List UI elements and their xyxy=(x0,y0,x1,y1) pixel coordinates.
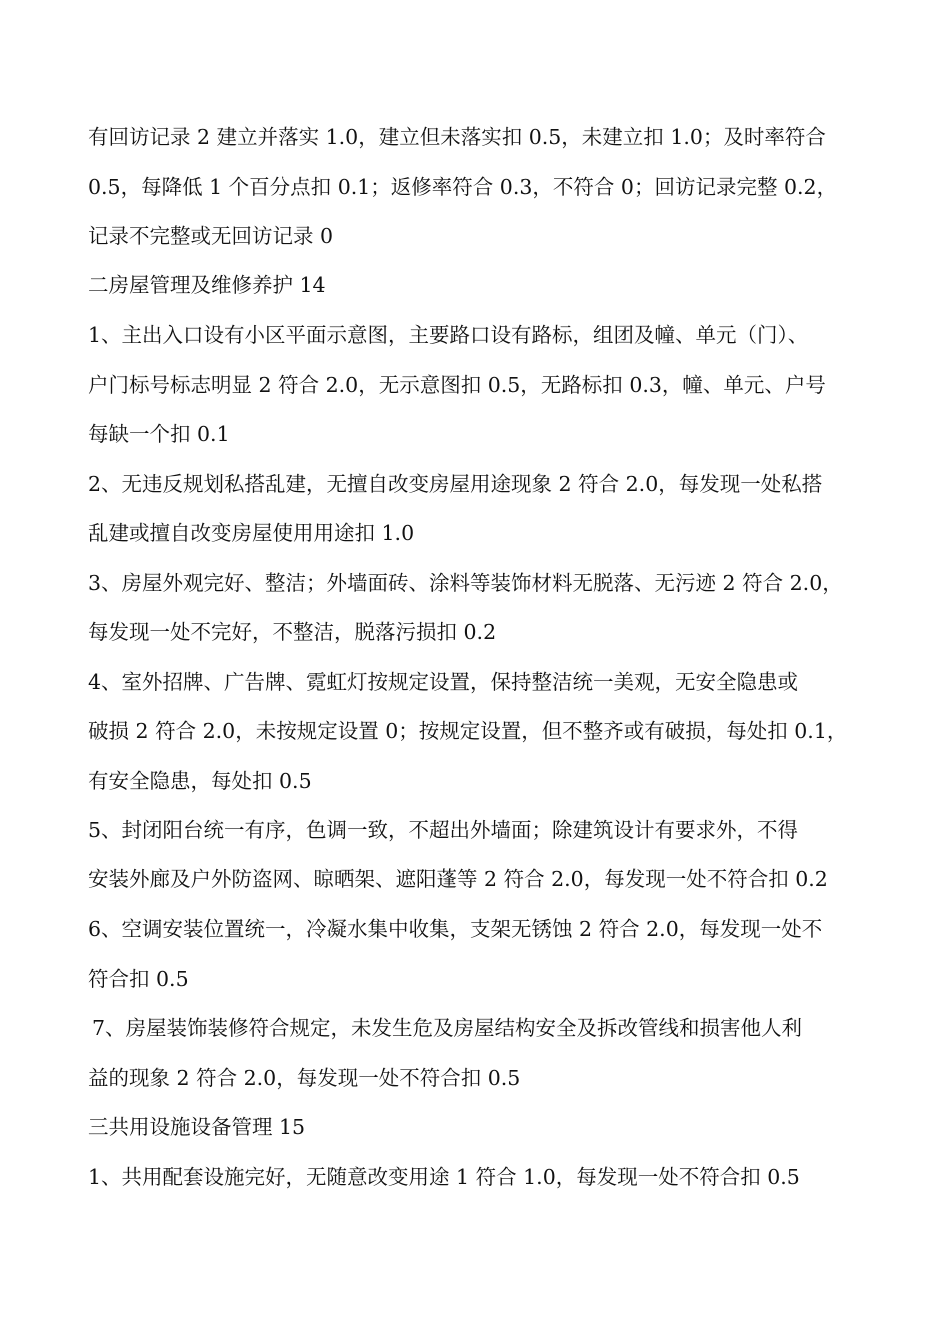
text-line: 乱建或擅自改变房屋使用用途扣 1.0 xyxy=(88,521,415,545)
section-heading: 三共用设施设备管理 15 xyxy=(88,1115,306,1139)
text-line: 有安全隐患，每处扣 0.5 xyxy=(88,769,312,793)
text-line: 6、空调安装位置统一，冷凝水集中收集，支架无锈蚀 2 符合 2.0，每发现一处不 xyxy=(88,917,823,941)
text-line: 4、室外招牌、广告牌、霓虹灯按规定设置，保持整洁统一美观，无安全隐患或 xyxy=(88,670,799,694)
text-line: 安装外廊及户外防盗网、晾晒架、遮阳蓬等 2 符合 2.0，每发现一处不符合扣 0.2 xyxy=(88,867,828,891)
text-line: 记录不完整或无回访记录 0 xyxy=(88,224,334,248)
text-line: 每缺一个扣 0.1 xyxy=(88,422,230,446)
text-line: 1、主出入口设有小区平面示意图，主要路口设有路标，组团及幢、单元（门）、 xyxy=(88,323,809,347)
text-line: 3、房屋外观完好、整洁；外墙面砖、涂料等装饰材料无脱落、无污迹 2 符合 2.0， xyxy=(88,571,843,595)
text-line: 每发现一处不完好，不整洁，脱落污损扣 0.2 xyxy=(88,620,497,644)
text-line: 益的现象 2 符合 2.0，每发现一处不符合扣 0.5 xyxy=(88,1066,521,1090)
section-heading: 二房屋管理及维修养护 14 xyxy=(88,273,326,297)
text-line: 1、共用配套设施完好，无随意改变用途 1 符合 1.0，每发现一处不符合扣 0.5 xyxy=(88,1165,800,1189)
text-line: 破损 2 符合 2.0，未按规定设置 0；按规定设置，但不整齐或有破损，每处扣 0.1， xyxy=(88,719,848,743)
text-line: 有回访记录 2 建立并落实 1.0，建立但未落实扣 0.5，未建立扣 1.0；及时率符合 xyxy=(88,125,826,149)
text-line: 7、房屋装饰装修符合规定，未发生危及房屋结构安全及拆改管线和损害他人利 xyxy=(92,1016,803,1040)
text-line: 0.5，每降低 1 个百分点扣 0.1；返修率符合 0.3，不符合 0；回访记录完整 0.2， xyxy=(88,175,838,199)
text-line: 2、无违反规划私搭乱建，无擅自改变房屋用途现象 2 符合 2.0，每发现一处私搭 xyxy=(88,472,823,496)
text-line: 户门标号标志明显 2 符合 2.0，无示意图扣 0.5，无路标扣 0.3，幢、单元、户号 xyxy=(88,373,826,397)
text-line: 符合扣 0.5 xyxy=(88,967,189,991)
text-line: 5、封闭阳台统一有序，色调一致，不超出外墙面；除建筑设计有要求外，不得 xyxy=(88,818,799,842)
